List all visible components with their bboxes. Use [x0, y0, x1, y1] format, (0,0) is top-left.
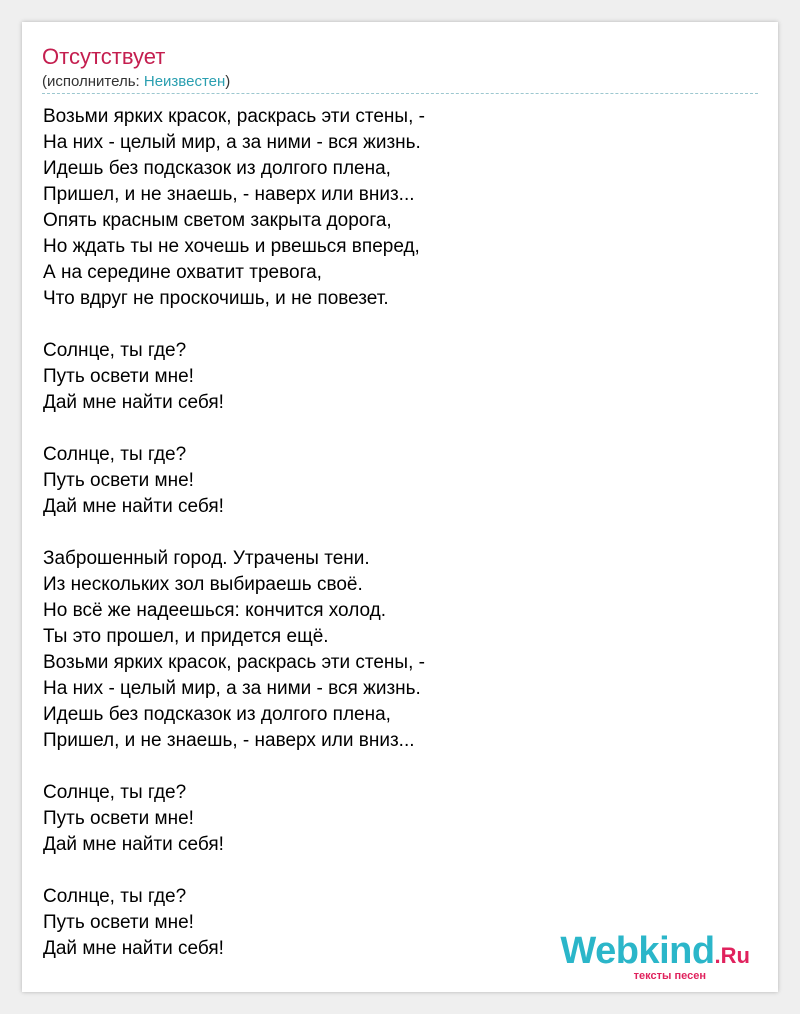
lyric-line: Из нескольких зол выбираешь своё.: [43, 574, 363, 595]
lyric-line: Идешь без подсказок из долгого плена,: [43, 704, 391, 725]
song-title: Отсутствует: [42, 44, 166, 69]
lyric-line: Пришел, и не знаешь, - наверх или вниз...: [43, 730, 415, 751]
lyric-line: Солнце, ты где?: [43, 782, 187, 803]
lyric-line: Путь освети мне!: [43, 470, 194, 491]
page-frame: [22, 22, 778, 992]
lyric-line: Пришел, и не знаешь, - наверх или вниз...: [43, 184, 415, 205]
lyrics-stanza: [43, 104, 763, 312]
logo-name: Webkind: [560, 930, 715, 972]
lyric-line: Солнце, ты где?: [43, 886, 187, 907]
lyric-line: Но всё же надеешься: кончится холод.: [43, 600, 387, 621]
lyric-line: Заброшенный город. Утрачены тени.: [43, 548, 370, 569]
lyric-line: Дай мне найти себя!: [43, 496, 224, 517]
lyrics-stanza: [43, 442, 763, 520]
lyric-line: На них - целый мир, а за ними - вся жизнь.: [43, 132, 421, 153]
lyric-line: Солнце, ты где?: [43, 444, 187, 465]
lyric-line: А на середине охватит тревога,: [43, 262, 322, 283]
site-logo[interactable]: [550, 930, 750, 982]
lyric-line: Опять красным светом закрыта дорога,: [43, 210, 392, 231]
lyric-line: Дай мне найти себя!: [43, 834, 224, 855]
lyric-line: Идешь без подсказок из долгого плена,: [43, 158, 391, 179]
artist-link[interactable]: Неизвестен: [143, 73, 226, 90]
lyric-line: На них - целый мир, а за ними - вся жизнь.: [43, 678, 421, 699]
lyric-line: Ты это прошел, и придется ещё.: [43, 626, 329, 647]
lyrics-stanza: [43, 546, 763, 754]
title-divider: [42, 93, 758, 94]
lyric-line: Солнце, ты где?: [43, 340, 187, 361]
lyric-line: Что вдруг не проскочишь, и не повезет.: [43, 288, 389, 309]
logo-tagline: тексты песен: [633, 970, 706, 982]
lyric-line: Но ждать ты не хочешь и рвешься вперед,: [43, 236, 420, 257]
lyric-line: Возьми ярких красок, раскрась эти стены, -: [43, 652, 425, 673]
lyric-line: Дай мне найти себя!: [43, 938, 224, 959]
lyric-line: Путь освети мне!: [43, 912, 194, 933]
lyrics-stanza: [43, 338, 763, 416]
lyric-line: Путь освети мне!: [43, 808, 194, 829]
lyrics-body: [43, 104, 763, 988]
artist-prefix: (исполнитель:: [42, 73, 144, 90]
artist-line: [42, 73, 230, 91]
lyric-line: Дай мне найти себя!: [43, 392, 224, 413]
lyrics-stanza: [43, 780, 763, 858]
lyric-line: Возьми ярких красок, раскрась эти стены, -: [43, 106, 425, 127]
logo-tld: .Ru: [714, 943, 750, 968]
lyric-line: Путь освети мне!: [43, 366, 194, 387]
artist-suffix: ): [225, 73, 231, 90]
